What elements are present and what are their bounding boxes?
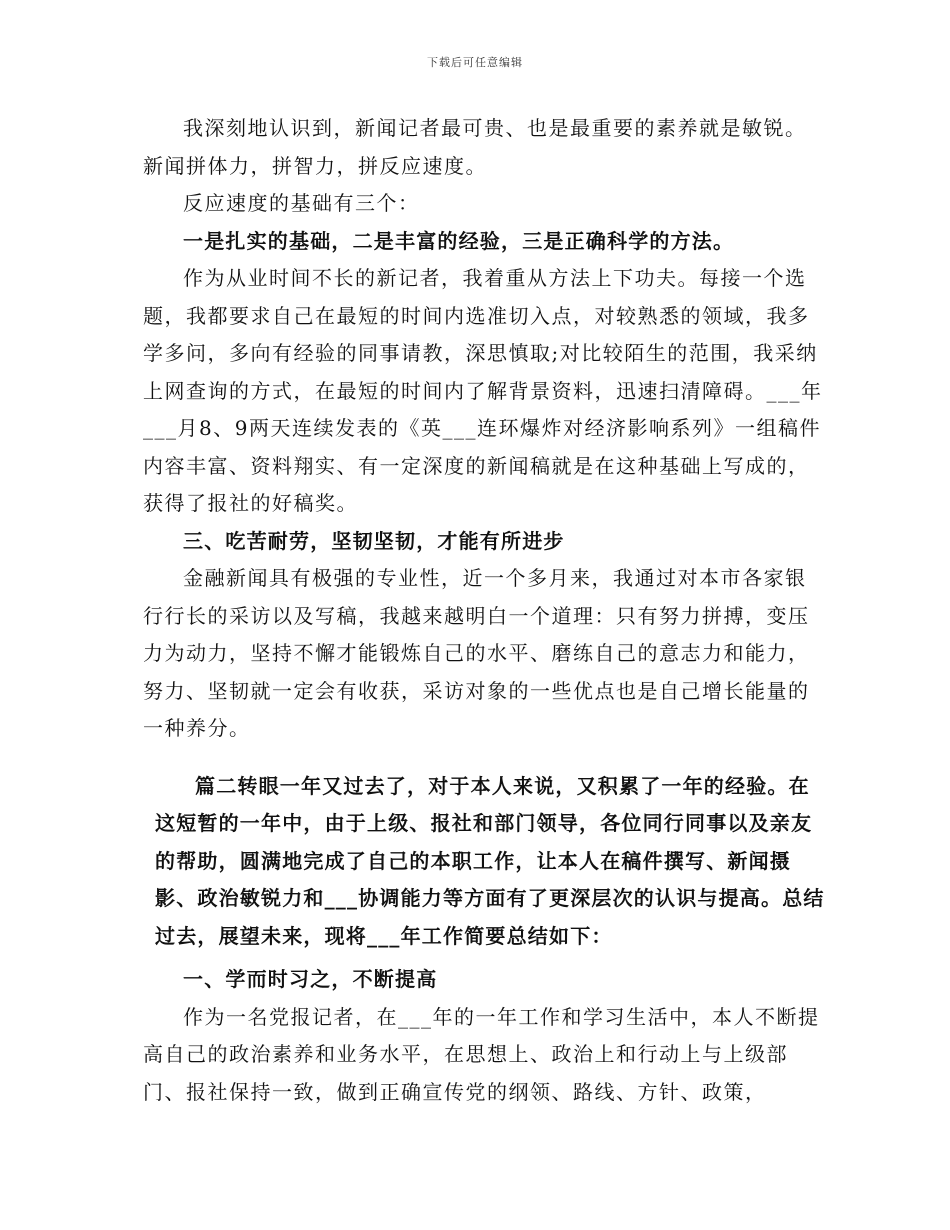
paragraph-party-reporter: 作为一名党报记者，在___年的一年工作和学习生活中，本人不断提高自己的政治素养和业务水平，在思想上、政治上和行动上与上级部门、报社保持一致，做到正确宣传党的纲领、路线、方针、政策， — [143, 1004, 820, 1104]
paragraph-sensitivity: 我深刻地认识到，新闻记者最可贵、也是最重要的素养就是敏锐。新闻拼体力，拼智力，拼反应速度。 — [143, 116, 807, 178]
paragraph-method: 作为从业时间不长的新记者，我着重从方法上下功夫。每接一个选题，我都要求自己在最短的时间内选准切入点，对较熟悉的领域，我多学多问，多向有经验的同事请教，深思慎取;对比较陌生的范围，我采纳上网查询的方式，在最短的时间内了解背景资料，迅速扫清障碍。___年___月8、9两天连续发表的《英___连环爆炸对经济影响系列》一组稿件内容丰富、资料翔实、有一定深度的新闻稿就是在这种基础上写成的，获得了报社的好稿奖。 — [143, 266, 823, 515]
paragraph-reaction-basis: 反应速度的基础有三个： — [183, 191, 420, 215]
section-heading-learning: 一、学而时习之，不断提高 — [183, 967, 438, 991]
paragraph-part-two-intro: 篇二转眼一年又过去了，对于本人来说，又积累了一年的经验。在这短暂的一年中，由于上级、报社和部门领导，各位同行同事以及亲友的帮助，圆满地完成了自己的本职工作，让本人在稿件撰写、新闻摄影、政治敏锐力和___协调能力等方面有了更深层次的认识与提高。总结过去，展望未来，现将___年工作简要总结如下： — [155, 773, 825, 948]
section-heading-hardwork: 三、吃苦耐劳，坚韧坚韧，才能有所进步 — [183, 528, 565, 553]
paragraph-finance-news: 金融新闻具有极强的专业性，近一个多月来，我通过对本市各家银行行长的采访以及写稿，我越来越明白一个道理：只有努力拼搏，变压力为动力，坚持不懈才能锻炼自己的水平、磨练自己的意志力和能力，努力、坚韧就一定会有收获，采访对象的一些优点也是自己增长能量的一种养分。 — [143, 566, 810, 740]
document-body — [143, 110, 823, 1111]
page-header: 下载后可任意编辑 — [427, 56, 523, 69]
paragraph-three-basics: 一是扎实的基础，二是丰富的经验，三是正确科学的方法。 — [183, 228, 735, 253]
